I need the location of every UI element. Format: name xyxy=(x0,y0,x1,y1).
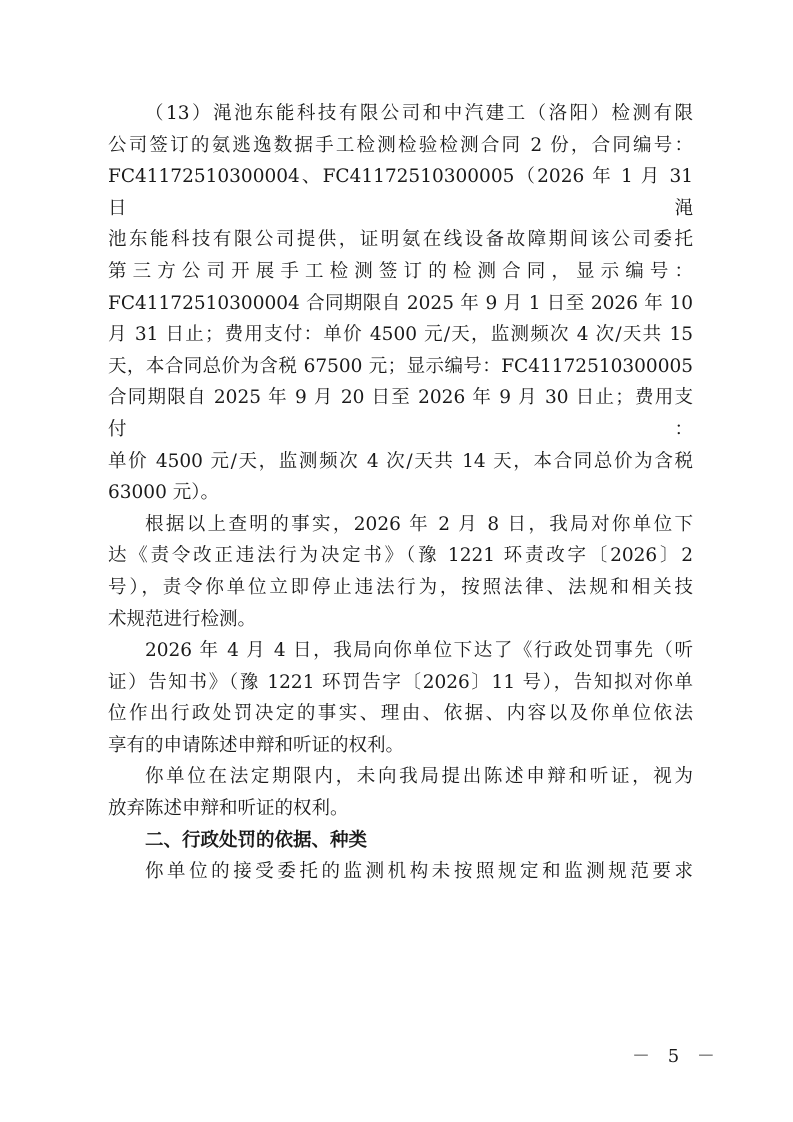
text-line: 63000 元）。 xyxy=(108,482,219,504)
text-line: 你单位在法定期限内，未向我局提出陈述申辩和听证，视为 xyxy=(145,766,693,788)
text-line: 公司签订的氨逃逸数据手工检测检验检测合同 2 份，合同编号： xyxy=(108,134,693,156)
text-line: FC41172510300004、FC41172510300005（2026 年 1 月 31 日渑 xyxy=(108,166,693,219)
text-line: 合同期限自 2025 年 9 月 20 日至 2026 年 9 月 30 日止；费用支付： xyxy=(108,387,693,440)
paragraph-correction-order xyxy=(108,509,693,635)
text-line: 2026 年 4 月 4 日，我局向你单位下达了《行政处罚事先（听 xyxy=(145,640,693,662)
text-line: 术规范进行检测。 xyxy=(108,608,257,630)
page-number: － 5 － xyxy=(632,1046,721,1067)
text-line: 池东能科技有限公司提供，证明氨在线设备故障期间该公司委托 xyxy=(108,229,693,251)
text-line: 位作出行政处罚决定的事实、理由、依据、内容以及你单位依法 xyxy=(108,703,693,725)
text-line: FC41172510300004 合同期限自 2025 年 9 月 1 日至 2026 年 10 xyxy=(108,292,693,314)
paragraph-contract-details xyxy=(108,98,693,509)
text-line: 根据以上查明的事实，2026 年 2 月 8 日，我局对你单位下 xyxy=(145,513,693,535)
text-line: 号），责令你单位立即停止违法行为，按照法律、法规和相关技 xyxy=(108,576,693,598)
text-line: 天，本合同总价为含税 67500 元；显示编号：FC41172510300005 xyxy=(108,355,693,377)
text-line: 达《责令改正违法行为决定书》（豫 1221 环责改字〔2026〕2 xyxy=(108,545,693,567)
text-line: 享有的申请陈述申辩和听证的权利。 xyxy=(108,734,405,756)
text-line: 月 31 日止；费用支付：单价 4500 元/天，监测频次 4 次/天共 15 xyxy=(108,324,693,346)
section-heading: 二、行政处罚的依据、种类 xyxy=(145,829,368,851)
text-line: （13）渑池东能科技有限公司和中汽建工（洛阳）检测有限 xyxy=(145,103,693,124)
text-line: 第三方公司开展手工检测签订的检测合同，显示编号： xyxy=(108,260,693,282)
trailing-text-line: 你单位的接受委托的监测机构未按照规定和监测规范要求 xyxy=(145,861,693,883)
document-page xyxy=(108,98,693,888)
text-line: 单价 4500 元/天，监测频次 4 次/天共 14 天，本合同总价为含税 xyxy=(108,450,693,472)
text-line: 证）告知书》（豫 1221 环罚告字〔2026〕11 号），告知拟对你单 xyxy=(108,671,693,693)
paragraph-waiver xyxy=(108,761,693,824)
text-line: 放弃陈述申辩和听证的权利。 xyxy=(108,798,349,820)
paragraph-penalty-notice xyxy=(108,635,693,761)
